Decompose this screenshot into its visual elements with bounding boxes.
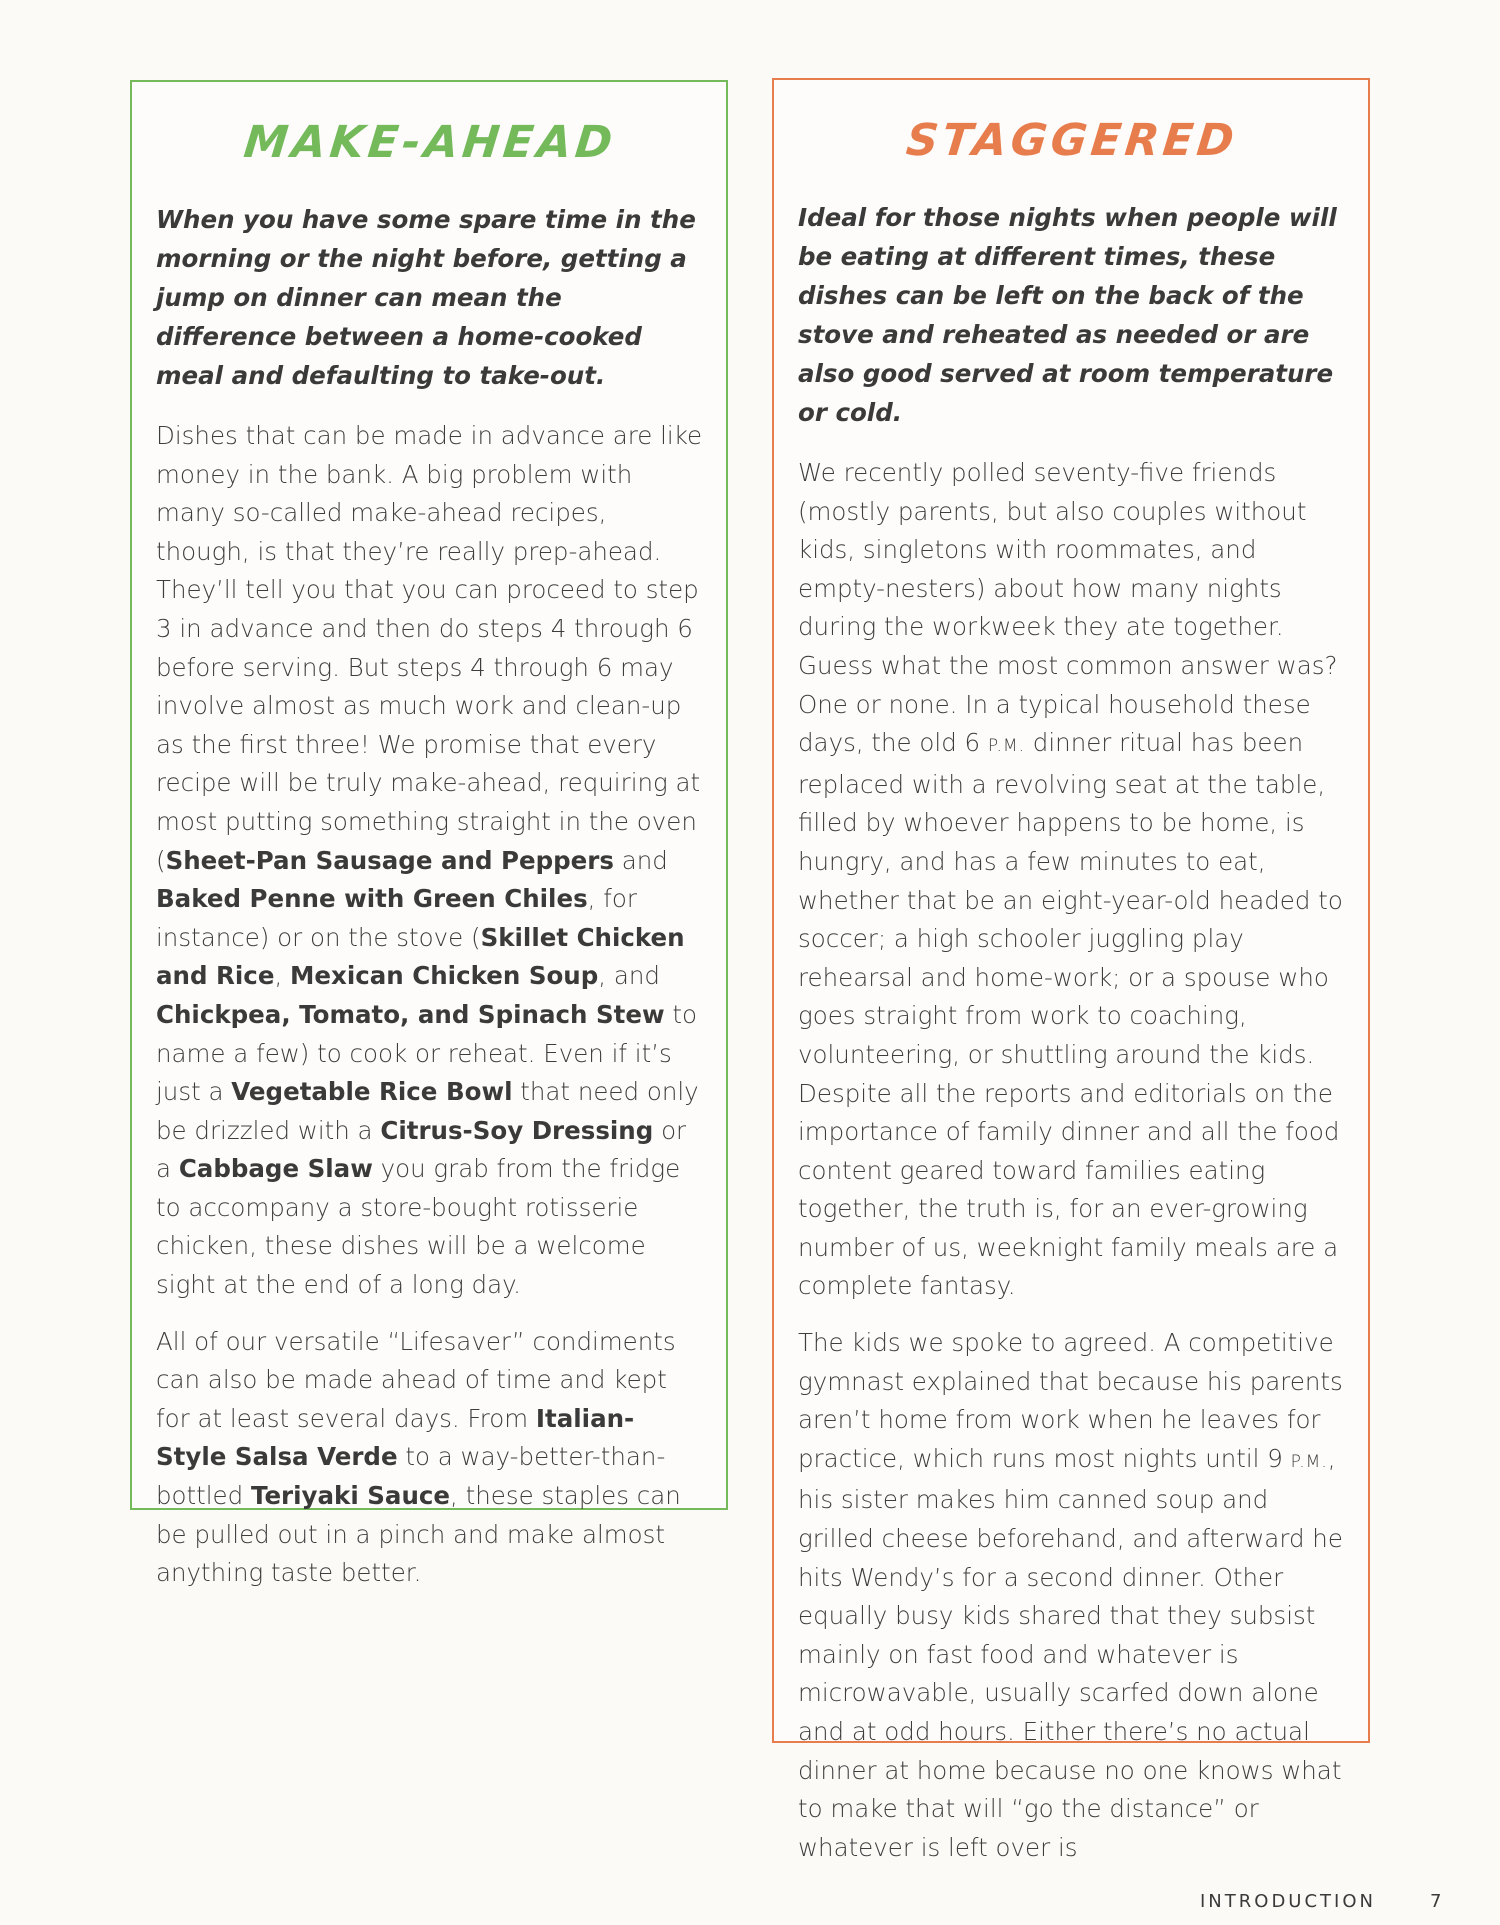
staggered-box [772,78,1370,1862]
staggered-lead: Ideal for those nights when people will be eating at different times, these dishes can be left on the back of the stove and reheated as needed or are also good served at room temperature or cold. [798,203,1337,427]
text-run: , for instance) or on the stove ( [156,884,637,952]
text-run: , these staples can be pulled out in a pinch and make almost anything taste better. [156,1481,681,1588]
recipe-name: Italian-Style Salsa Verde [156,1403,635,1472]
make-ahead-box [130,80,728,1588]
staggered-title: STAGGERED [903,115,1241,166]
recipe-name: Mexican Chicken Soup [290,961,599,991]
make-ahead-paragraph-2 [156,1323,704,1593]
text-run: , his sister makes him canned soup and grilled cheese beforehand, and afterward he hits Wendy’s for a second dinner. Other equally busy kids shared that they subsist mainly on fast food and whatever is microwavable, usually scarfed down alone and at odd hours. Either there’s no actual dinner at home because no one knows what to make that will “go the distance” or whatever is left over is [798,1443,1343,1862]
text-run: We recently polled seventy-five friends (mostly parents, but also couples without kids, singletons with roommates, and empty-nesters) about how many nights during the workweek they ate together. Guess what the most common answer was? One or none. In a typical household these days, the old 6 [798,458,1338,758]
time-abbrev: P.M. [987,736,1026,757]
text-run: or a [156,1115,687,1184]
staggered-paragraph-2 [798,1324,1346,1867]
page-number: 7 [1430,1891,1442,1912]
staggered-paragraph-1 [798,454,1346,1306]
text-run: that need only be drizzled with a [156,1077,699,1145]
make-ahead-paragraph-1 [156,417,704,1305]
recipe-name: Baked Penne with Green Chiles [156,884,588,914]
text-run: and [613,845,668,875]
text-run: to a way-better-than-bottled [156,1442,666,1511]
text-run: The kids we spoke to agreed. A competitive gymnast explained that because his parents aren’t home from work when he leaves for practice, which runs most nights until 9 [798,1328,1343,1473]
recipe-name: Citrus-Soy Dressing [380,1115,654,1145]
recipe-name: Cabbage Slaw [178,1154,373,1184]
page-footer [1200,1890,1450,1914]
time-abbrev: P.M. [1290,1451,1328,1472]
text-run: All of our versatile “Lifesaver” condiments can also be made ahead of time and kept for at least several days. From [156,1326,676,1433]
recipe-name: Sheet-Pan Sausage and Peppers [165,845,614,875]
recipe-name: Teriyaki Sauce [250,1481,451,1511]
text-run: , and [598,961,660,991]
recipe-name: Chickpea, Tomato, and Spinach Stew [156,999,665,1029]
text-run: you grab from the fridge to accompany a store-bought rotisserie chicken, these dishes will be a welcome sight at the end of a long day. [156,1154,681,1300]
make-ahead-lead: When you have some spare time in the morning or the night before, getting a jump on dinner can mean the difference between a home-cooked meal and defaulting to take-out. [156,205,696,390]
text-run: Dishes that can be made in advance are like money in the bank. A big problem with many so-called make-ahead recipes, though, is that they’re really prep-ahead. They’ll tell you that you can proceed to step 3 in advance and then do steps 4 through 6 before serving. But steps 4 through 6 may involve almost as much work and clean-up as the first three! We promise that every recipe will be truly make-ahead, requiring at most putting something straight in the oven ( [156,421,703,875]
recipe-name: Skillet Chicken and Rice [156,922,685,991]
recipe-name: Vegetable Rice Bowl [231,1077,513,1107]
running-section-title: INTRODUCTION [1200,1891,1376,1912]
text-run: to name a few) to cook or reheat. Even if it’s just a [156,999,697,1107]
make-ahead-title: MAKE-AHEAD [241,117,619,168]
text-run: , [274,961,291,991]
text-run: dinner ritual has been replaced with a revolving seat at the table, filled by whoever happens to be home, is hungry, and has a few minutes to eat, whether that be an eight-year-old headed to soccer; a high schooler juggling play rehearsal and home-work; or a spouse who goes straight from work to coaching, volunteering, or shuttling around the kids. Despite all the reports and editorials on the importance of family dinner and all the food content geared toward families eating together, the truth is, for an ever-growing number of us, weeknight family meals are a complete fantasy. [798,728,1343,1301]
